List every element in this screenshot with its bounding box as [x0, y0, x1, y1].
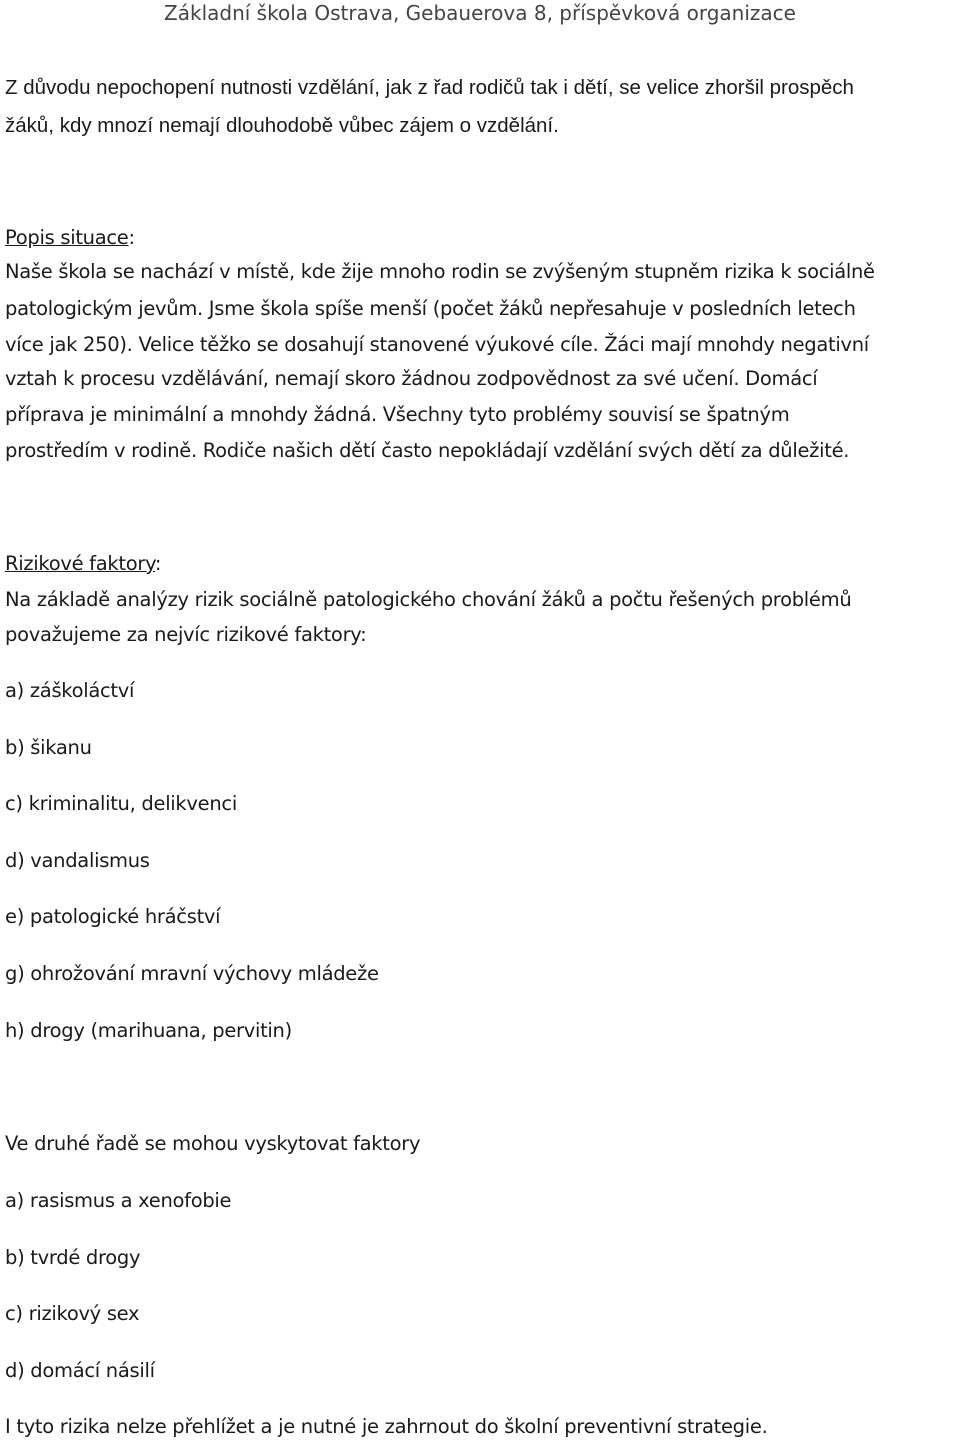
risk-factor-item: e) patologické hráčství — [5, 905, 221, 928]
situation-line-4: vztah k procesu vzdělávání, nemají skoro žádnou zodpovědnost za své učení. Domácí — [5, 367, 818, 390]
secondary-factor-item: d) domácí násilí — [5, 1359, 155, 1382]
risk-factors-line-2: považujeme za nejvíc rizikové faktory: — [5, 623, 367, 646]
risk-factors-heading-label: Rizikové faktory — [5, 552, 155, 575]
risk-factor-item: d) vandalismus — [5, 849, 150, 872]
risk-factor-item: b) šikanu — [5, 736, 92, 759]
risk-factor-item: c) kriminalitu, delikvenci — [5, 792, 237, 815]
risk-factors-line-1: Na základě analýzy rizik sociálně patologického chování žáků a počtu řešených problémů — [5, 588, 852, 611]
situation-heading-label: Popis situace — [5, 226, 129, 249]
situation-line-5: příprava je minimální a mnohdy žádná. Všechny tyto problémy souvisí se špatným — [5, 403, 790, 426]
intro-line-2: žáků, kdy mnozí nemají dlouhodobě vůbec zájem o vzdělání. — [5, 114, 559, 137]
secondary-factor-item: a) rasismus a xenofobie — [5, 1189, 232, 1212]
conclusion-text: I tyto rizika nelze přehlížet a je nutné je zahrnout do školní preventivní strategie. — [5, 1415, 768, 1438]
situation-line-1: Naše škola se nachází v místě, kde žije mnoho rodin se zvýšeným stupněm rizika k sociálně — [5, 260, 875, 283]
intro-line-1: Z důvodu nepochopení nutnosti vzdělání, jak z řad rodičů tak i dětí, se velice zhoršil prospěch — [5, 76, 854, 99]
risk-factors-heading-colon: : — [154, 552, 162, 575]
risk-factors-heading — [5, 551, 161, 577]
secondary-factor-item: c) rizikový sex — [5, 1302, 140, 1325]
secondary-factor-item: b) tvrdé drogy — [5, 1246, 141, 1269]
secondary-intro: Ve druhé řadě se mohou vyskytovat faktory — [5, 1132, 421, 1155]
page-header — [0, 0, 960, 26]
situation-line-3: více jak 250). Velice těžko se dosahují stanovené výukové cíle. Žáci mají mnohdy negativní — [5, 333, 869, 356]
risk-factor-item: g) ohrožování mravní výchovy mládeže — [5, 962, 379, 985]
situation-heading-colon: : — [128, 226, 135, 249]
risk-factor-item: h) drogy (marihuana, pervitin) — [5, 1019, 292, 1042]
risk-factor-item: a) záškoláctví — [5, 679, 135, 702]
situation-line-2: patologickým jevům. Jsme škola spíše menší (počet žáků nepřesahuje v posledních letech — [5, 297, 856, 320]
situation-line-6: prostředím v rodině. Rodiče našich dětí často nepokládají vzdělání svých dětí za důležité. — [5, 439, 850, 462]
page-header-title: Základní škola Ostrava, Gebauerova 8, příspěvková organizace — [164, 1, 796, 25]
situation-heading — [5, 225, 135, 251]
